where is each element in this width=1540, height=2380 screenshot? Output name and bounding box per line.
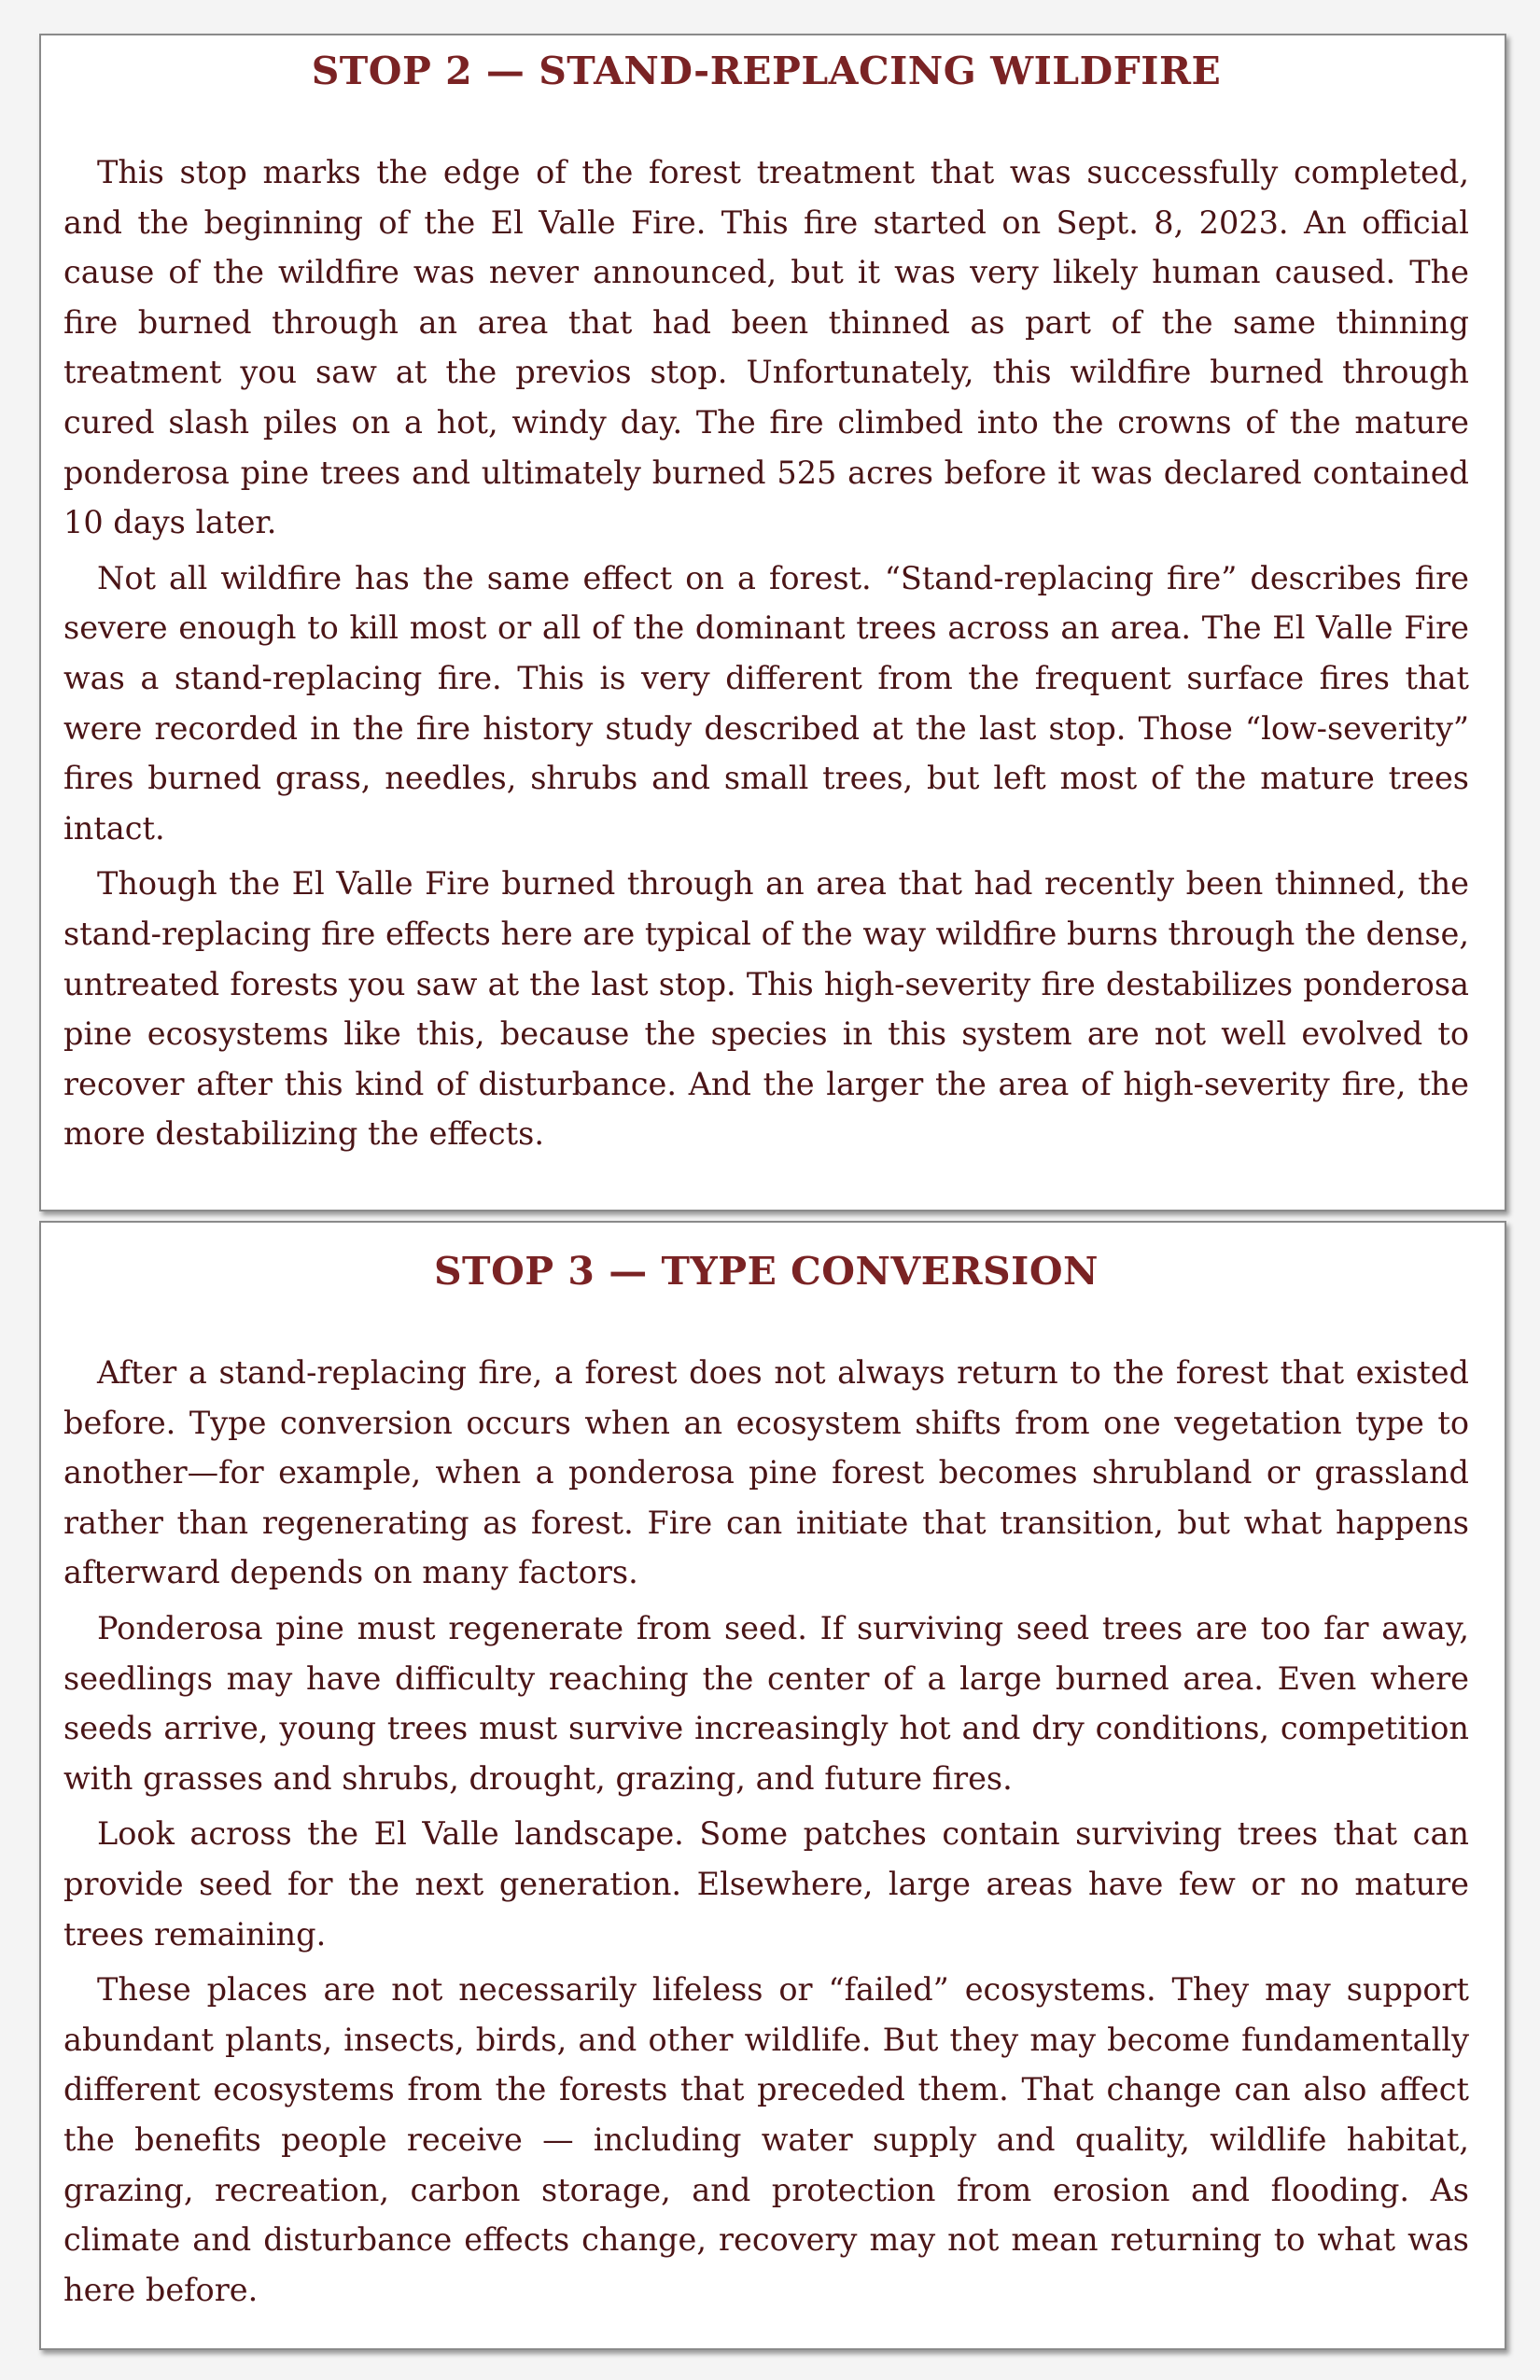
stop-3-title: STOP 3 — TYPE CONVERSION xyxy=(433,1249,1099,1294)
stop-3-panel xyxy=(39,1221,1506,2350)
stop-3-body xyxy=(63,1348,1469,2315)
stop-3-paragraph-3: Look across the El Valle landscape. Some patches contain surviving trees that can provide seed for the next generation. Elsewhere, large areas have few or no mature trees remaining. xyxy=(63,1815,1469,1953)
stop-2-paragraph-1: This stop marks the edge of the forest treatment that was successfully completed, and the beginning of the El Valle Fire. This fire started on Sept. 8, 2023. An official cause of the wildfire was never announced, but it was very likely human caused. The fire burned through an area that had been thinned as part of the same thinning treatment you saw at the previos stop. Unfortunately, this wildfire burned through cured slash piles on a hot, windy day. The fire climbed into the crowns of the mature ponderosa pine trees and ultimately burned 525 acres before it was declared contained 10 days later. xyxy=(63,154,1469,541)
stop-3-paragraph-2: Ponderosa pine must regenerate from seed. If surviving seed trees are too far away, seedlings may have difficulty reaching the center of a large burned area. Even where seeds arrive, young trees must survive increasingly hot and dry conditions, competition with grasses and shrubs, drought, grazing, and future fires. xyxy=(63,1609,1469,1797)
stop-2-paragraph-2: Not all wildfire has the same effect on a forest. “Stand-replacing fire” describes fire severe enough to kill most or all of the dominant trees across an area. The El Valle Fire was a stand-replacing fire. This is very different from the frequent surface fires that were recorded in the fire history study described at the last stop. Those “low-severity” fires burned grass, needles, shrubs and small trees, but left most of the mature trees intact. xyxy=(63,559,1469,847)
stop-2-paragraph-3: Though the El Valle Fire burned through an area that had recently been thinned, the stand-replacing fire effects here are typical of the way wildfire burns through the dense, untreated forests you saw at the last stop. This high-severity fire destabilizes ponderosa pine ecosystems like this, because the species in this system are not well evolved to recover after this kind of disturbance. And the larger the area of high-severity fire, the more destabilizing the effects. xyxy=(63,865,1469,1153)
stop-2-panel xyxy=(39,34,1506,1211)
stop-2-title: STOP 2 — STAND-REPLACING WILDFIRE xyxy=(311,49,1222,93)
stop-3-paragraph-4: These places are not necessarily lifeless or “failed” ecosystems. They may support abundant plants, insects, birds, and other wildlife. But they may become fundamentally different ecosystems from the forests that preceded them. That change can also affect the benefits people receive — including water supply and quality, wildlife habitat, grazing, recreation, carbon storage, and protection from erosion and flooding. As climate and disturbance effects change, recovery may not mean returning to what was here before. xyxy=(63,1971,1469,2308)
stop-2-body xyxy=(63,147,1469,1159)
stop-3-paragraph-1: After a stand-replacing fire, a forest does not always return to the forest that existed before. Type conversion occurs when an ecosystem shifts from one vegetation type to another—for example, when a ponderosa pine forest becomes shrubland or grassland rather than regenerating as forest. Fire can initiate that transition, but what happens afterward depends on many factors. xyxy=(63,1354,1469,1591)
